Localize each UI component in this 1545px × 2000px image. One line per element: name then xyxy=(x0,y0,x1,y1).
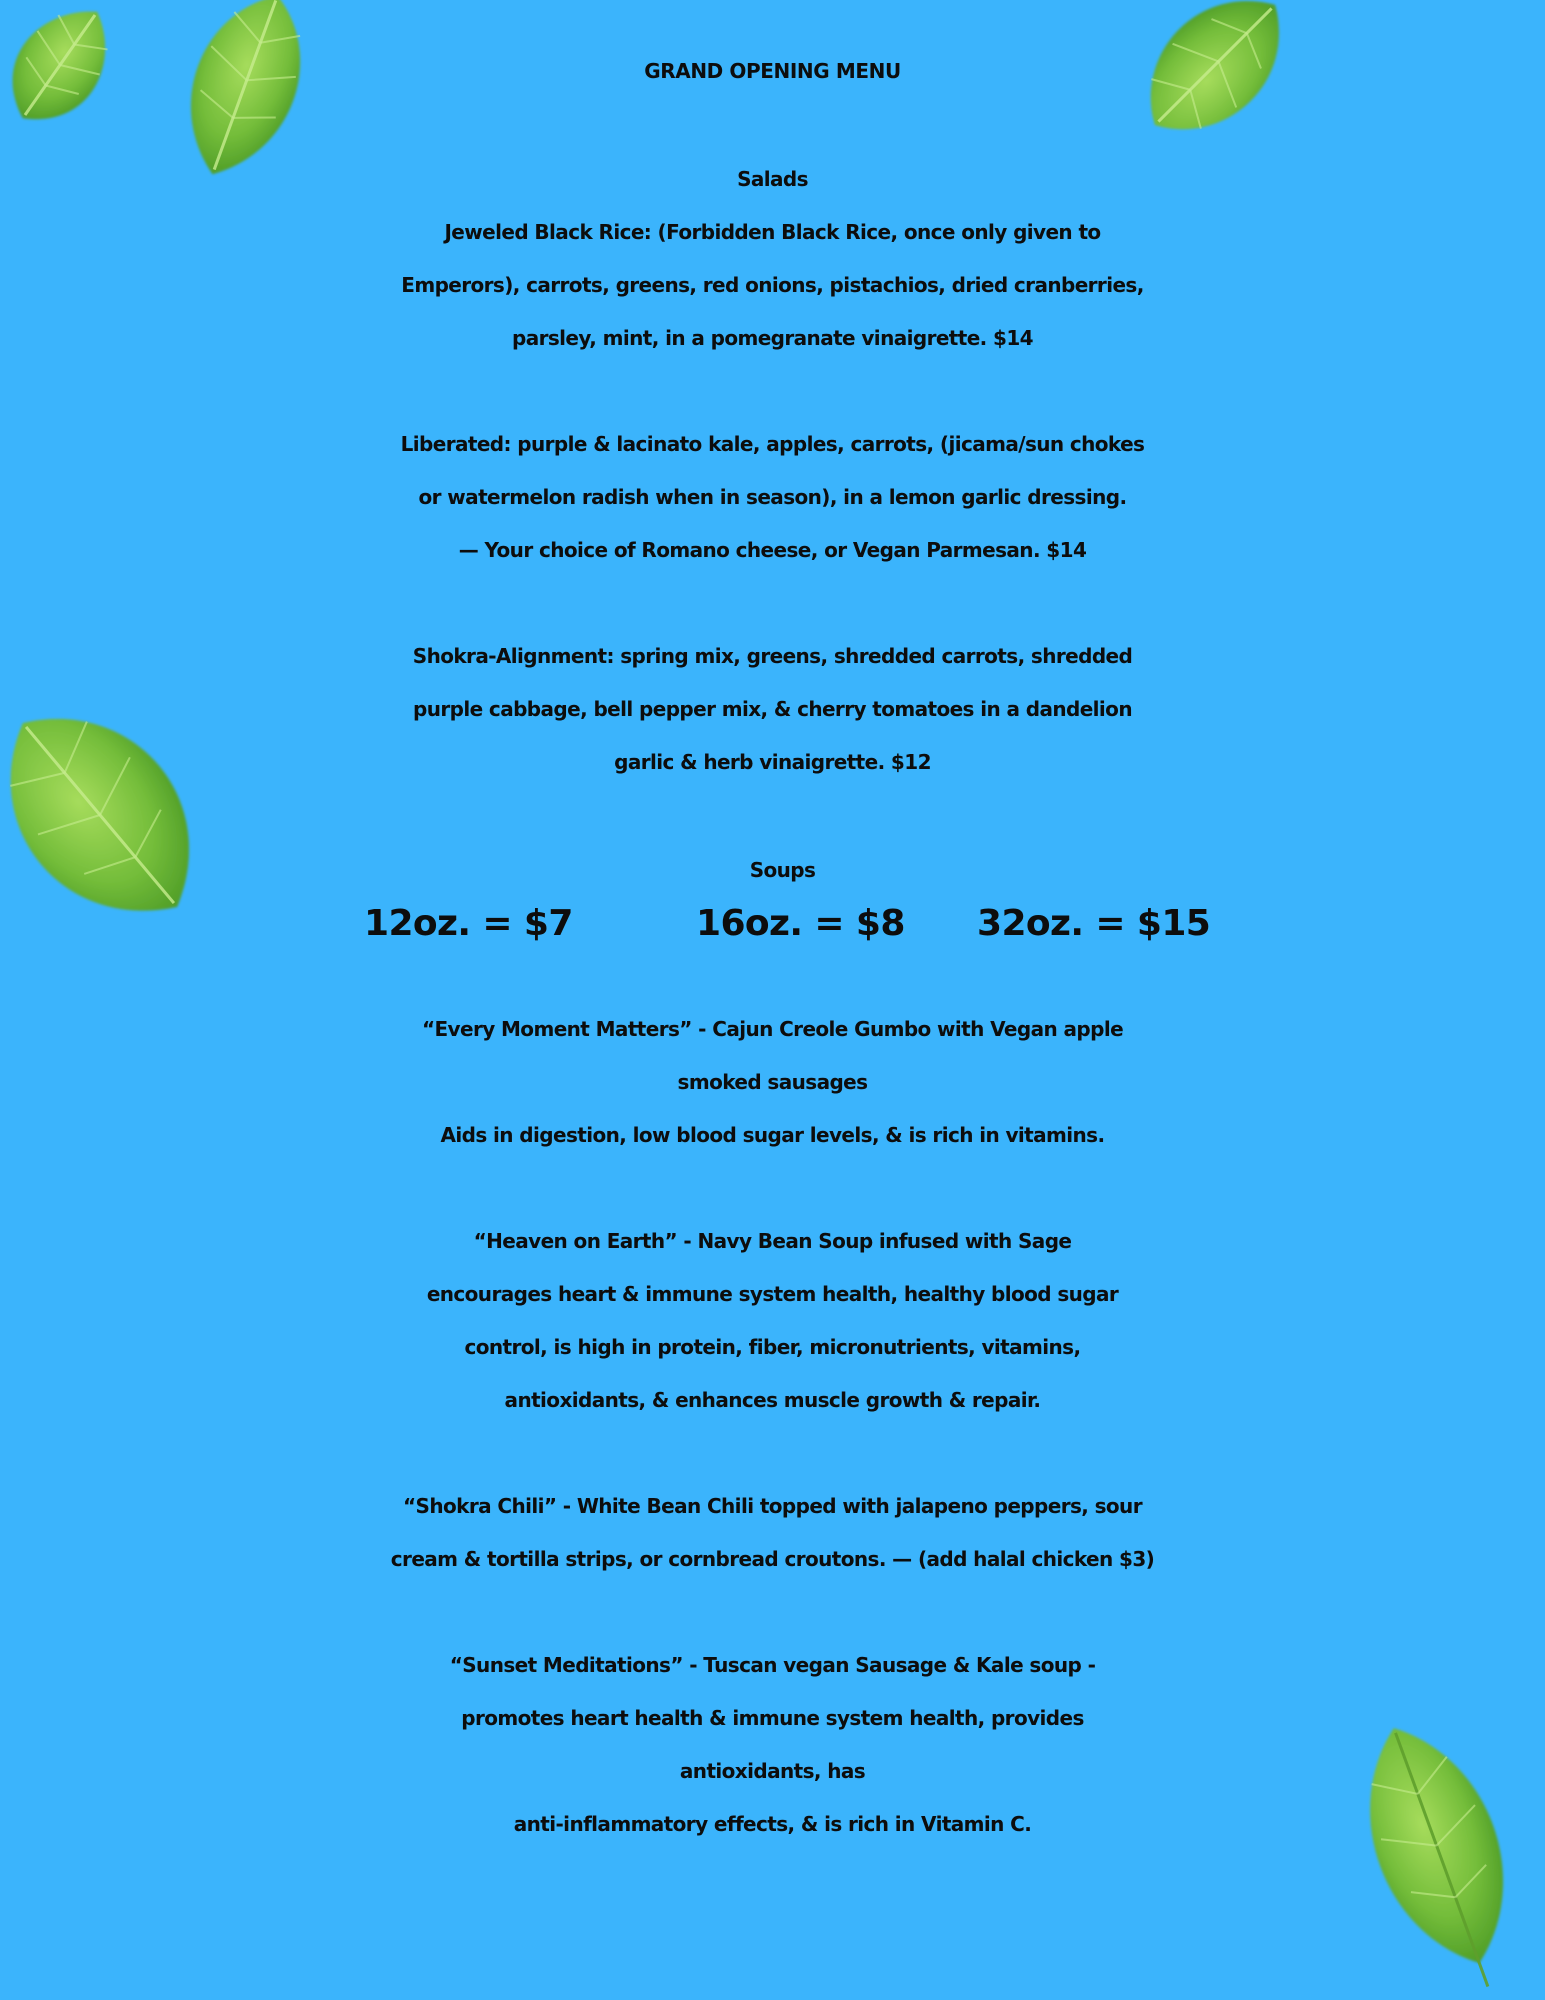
salads-heading: Salads xyxy=(737,167,808,191)
soup-every-moment-matters-line: smoked sausages xyxy=(677,1070,868,1094)
salad-liberated-line: — Your choice of Romano cheese, or Vegan Parmesan. $14 xyxy=(458,538,1087,562)
salad-shokra-alignment-line: garlic & herb vinaigrette. $12 xyxy=(614,750,931,774)
soup-sizes xyxy=(0,897,1545,950)
salad-jeweled-black-rice-line: parsley, mint, in a pomegranate vinaigrette. $14 xyxy=(512,326,1033,350)
soup-size-32oz: 32oz. = $15 xyxy=(977,903,1211,944)
soups-heading: Soups xyxy=(749,858,816,882)
soup-heaven-on-earth-line: control, is high in protein, fiber, micronutrients, vitamins, xyxy=(464,1335,1081,1359)
salad-liberated-line: or watermelon radish when in season), in a lemon garlic dressing. xyxy=(418,485,1127,509)
soup-every-moment-matters-line: “Every Moment Matters” - Cajun Creole Gumbo with Vegan apple xyxy=(421,1017,1124,1041)
salad-liberated-line: Liberated: purple & lacinato kale, apples, carrots, (jicama/sun chokes xyxy=(400,432,1145,456)
soup-heaven-on-earth-line: antioxidants, & enhances muscle growth & repair. xyxy=(504,1388,1041,1412)
soup-shokra-chili-line: “Shokra Chili” - White Bean Chili topped with jalapeno peppers, sour xyxy=(403,1494,1142,1518)
soup-sunset-meditations-line: promotes heart health & immune system health, provides xyxy=(461,1706,1084,1730)
soup-size-12oz: 12oz. = $7 xyxy=(364,903,573,944)
salad-shokra-alignment-line: Shokra-Alignment: spring mix, greens, shredded carrots, shredded xyxy=(412,644,1133,668)
soup-sunset-meditations-line: “Sunset Meditations” - Tuscan vegan Sausage & Kale soup - xyxy=(449,1653,1096,1677)
soup-sunset-meditations-line: anti-inflammatory effects, & is rich in Vitamin C. xyxy=(513,1812,1032,1836)
soup-heaven-on-earth-line: “Heaven on Earth” - Navy Bean Soup infused with Sage xyxy=(473,1229,1072,1253)
salad-shokra-alignment-line: purple cabbage, bell pepper mix, & cherry tomatoes in a dandelion xyxy=(413,697,1132,721)
soup-every-moment-matters-line: Aids in digestion, low blood sugar levels, & is rich in vitamins. xyxy=(440,1123,1105,1147)
salad-jeweled-black-rice-line: Jeweled Black Rice: (Forbidden Black Rice, once only given to xyxy=(444,220,1101,244)
soup-size-16oz: 16oz. = $8 xyxy=(696,903,905,944)
salad-jeweled-black-rice-line: Emperors), carrots, greens, red onions, pistachios, dried cranberries, xyxy=(401,273,1144,297)
soup-sunset-meditations-line: antioxidants, has xyxy=(679,1759,866,1783)
soup-heaven-on-earth-line: encourages heart & immune system health, healthy blood sugar xyxy=(426,1282,1119,1306)
soup-shokra-chili-line: cream & tortilla strips, or cornbread croutons. — (add halal chicken $3) xyxy=(390,1547,1155,1571)
menu-title: GRAND OPENING MENU xyxy=(644,59,901,83)
